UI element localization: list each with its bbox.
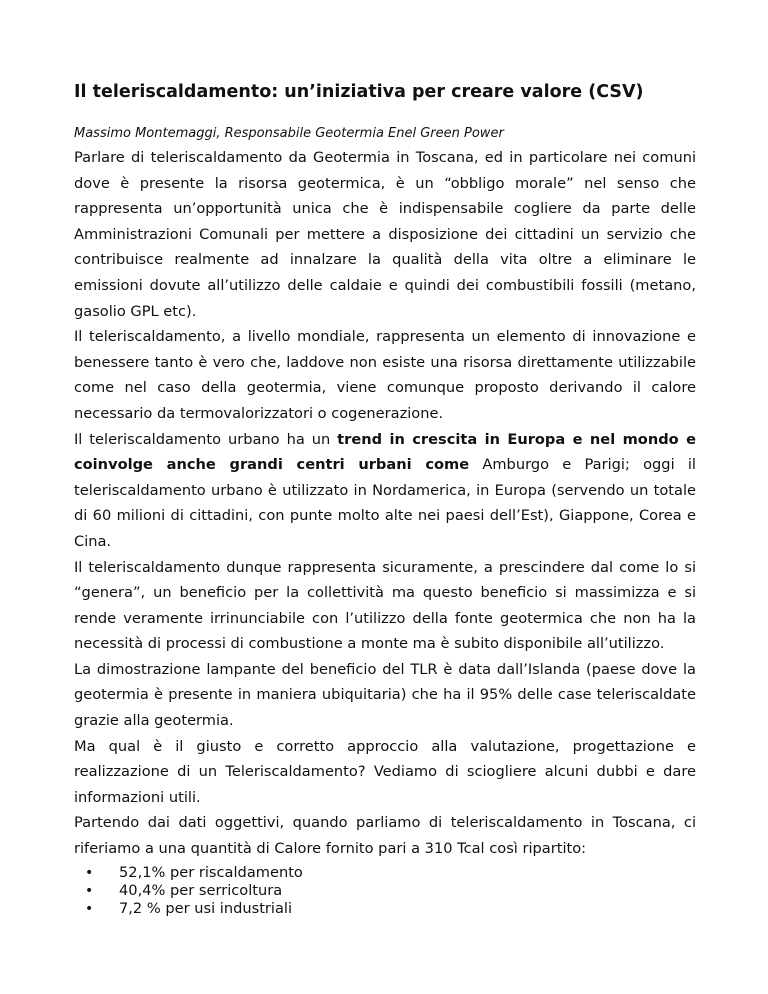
document-title: Il teleriscaldamento: un’iniziativa per creare valore (CSV) xyxy=(74,82,644,102)
paragraph-3-highlight: trend in crescita in Europa e nel mondo e coinvolge anche grandi centri urbani come xyxy=(74,430,696,474)
paragraph-3 xyxy=(74,427,696,555)
paragraph-4: Il teleriscaldamento dunque rappresenta sicuramente, a prescindere dal come lo si “genera”, un beneficio per la collettività ma questo beneficio si massimizza e si rende veramente irrinunciabile con l’utilizzo della fonte geotermica che non ha la necessità di processi di combustione a monte ma è subito disponibile all’utilizzo. xyxy=(74,558,696,653)
document-body xyxy=(74,145,696,918)
list-item: • 40,4% per serricoltura xyxy=(74,882,696,900)
paragraph-3-intro: Il teleriscaldamento urbano ha un xyxy=(74,430,338,448)
list-item: • 52,1% per riscaldamento xyxy=(74,864,696,882)
paragraph-1: Parlare di teleriscaldamento da Geotermia in Toscana, ed in particolare nei comuni dove è presente la risorsa geotermica, è un “obbligo morale” nel senso che rappresenta un’opportunità unica che è indispensabile cogliere da parte delle Amministrazioni Comunali per mettere a disposizione dei cittadini un servizio che contribuisce realmente ad innalzare la qualità della vita oltre a eliminare le emissioni dovute all’utilizzo delle caldaie e quindi dei combustibili fossili (metano, gasolio GPL etc). xyxy=(74,149,696,320)
paragraph-5: La dimostrazione lampante del beneficio del TLR è data dall’Islanda (paese dove la geotermia è presente in maniera ubiquitaria) che ha il 95% delle case teleriscaldate grazie alla geotermia. xyxy=(74,660,696,730)
author-line: Massimo Montemaggi, Responsabile Geotermia Enel Green Power xyxy=(74,126,504,141)
paragraph-3-rest: Amburgo e Parigi; oggi il teleriscaldamento urbano è utilizzato in Nordamerica, in Europa (servendo un totale di 60 milioni di cittadini, con punte molto alte nei paesi dell’Est), Giappone, Corea e Cina. xyxy=(74,456,696,550)
paragraph-2: Il teleriscaldamento, a livello mondiale, rappresenta un elemento di innovazione e benessere tanto è vero che, laddove non esiste una risorsa direttamente utilizzabile come nel caso della geotermia, viene comunque proposto derivando il calore necessario da termovalorizzatori o cogenerazione. xyxy=(74,328,696,422)
paragraph-7: Partendo dai dati oggettivi, quando parliamo di teleriscaldamento in Toscana, ci riferiamo a una quantità di Calore fornito pari a 310 Tcal così ripartito: xyxy=(74,814,696,858)
list-item: • 7,2 % per usi industriali xyxy=(74,900,696,918)
paragraph-6: Ma qual è il giusto e corretto approccio alla valutazione, progettazione e realizzazione di un Teleriscaldamento? Vediamo di sciogliere alcuni dubbi e dare informazioni utili. xyxy=(74,737,696,806)
heat-distribution-list xyxy=(74,864,696,918)
